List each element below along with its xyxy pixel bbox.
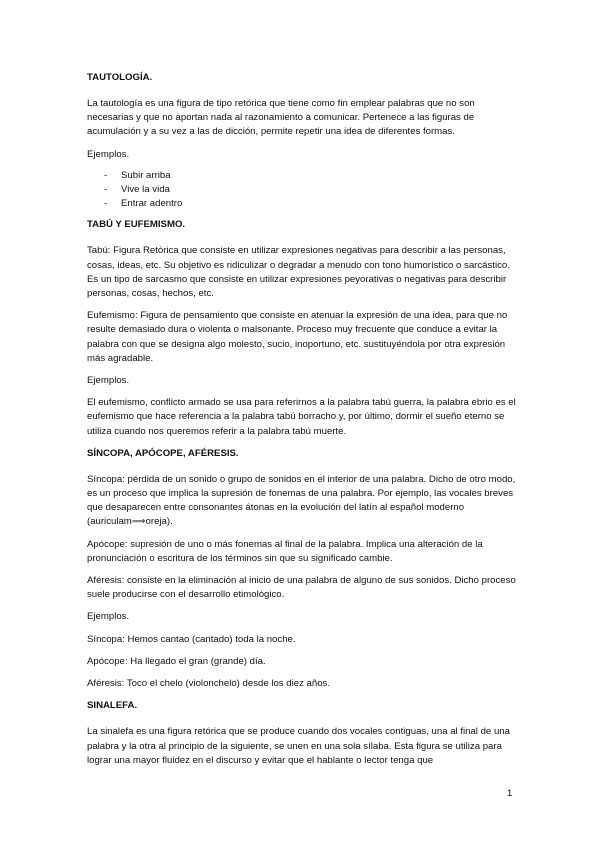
paragraph-eufemismo-examples: El eufemismo, conflicto armado se usa para referirnos a la palabra tabú guerra, la palabra ebrio es el eufemismo que hace referencia a la palabra tabú borracho y, por último, dormir el sueño eterno se utiliza cuando nos queremos referir a la palabra tabú muerte. (87, 397, 516, 437)
examples-label: Ejemplos. (87, 148, 130, 160)
example-list (87, 169, 517, 212)
paragraph-apocope: Apócope: supresión de uno o más fonemas al final de la palabra. Implica una alteración de la pronunciación o escritura de los términos sin que su significado cambie. (87, 538, 483, 564)
examples-label: Ejemplos. (87, 375, 130, 387)
list-item: - Vive la vida (87, 183, 517, 197)
paragraph-eufemismo: Eufemismo: Figura de pensamiento que consiste en atenuar la expresión de una idea, para que no resulte demasiado dura o violenta o malsonante. Proceso muy frecuente que conduce a evitar la palabra con que se designa algo molesto, sucio, inoportuno, etc. sustituyéndola por otra expresión más agradable. (87, 310, 508, 364)
heading-tabu: TABÚ Y EUFEMISMO. (87, 219, 186, 231)
heading-tautologia: TAUTOLOGÍA. (87, 72, 153, 83)
paragraph-sinalefa: La sinalefa es una figura retórica que se produce cuando dos vocales contiguas, una al final de una palabra y la otra al principio de la siguiente, se unen en una sola sílaba. Esta figura se utiliza para lograr una mayor fluidez en el discurso y evitar que el hablante o lector tenga que (87, 726, 510, 766)
example-aferesis: Aféresis: Toco el chelo (violonchelo) desde los diez años. (87, 678, 331, 690)
page-content (87, 71, 517, 776)
example-apocope: Apócope: Ha llegado el gran (grande) día. (87, 655, 266, 667)
paragraph-tautologia: La tautología es una figura de tipo retórica que tiene como fin emplear palabras que no son necesarias y que no aportan nada al razonamiento a comunicar. Pertenece a las figuras de acumulación y a su vez a las de dicción, permite repetir una idea de diferentes formas. (87, 98, 475, 138)
heading-sinalefa: SINALEFA. (87, 700, 138, 712)
list-item: - Subir arriba (87, 169, 517, 183)
example-sincopa: Síncopa: Hemos cantao (cantado) toda la noche. (87, 633, 296, 645)
paragraph-tabu: Tabú: Figura Retórica que consiste en utilizar expresiones negativas para describir a las personas, cosas, ideas, etc. Su objetivo es ridiculizar o degradar a menudo con tono humorístico o sarcástico. Es un tipo de sarcasmo que consiste en utilizar expresiones peyorativas o negativas para describir personas, cosas, hechos, etc. (87, 245, 510, 300)
heading-sincopa: SÍNCOPA, APÓCOPE, AFÉRESIS. (87, 447, 239, 459)
page-number: 1 (507, 788, 513, 799)
list-item: - Entrar adentro (87, 197, 517, 211)
paragraph-aferesis: Aféresis: consiste en la eliminación al inicio de una palabra de alguno de sus sonidos. Dicho proceso suele producirse con el desarrollo etimológico. (87, 575, 516, 601)
paragraph-sincopa: Síncopa: pérdida de un sonido o grupo de sonidos en el interior de una palabra. Dicho de otro modo, es un proceso que implica la supresión de fonemas de una palabra. Por ejemplo, las vocales breves que desaparecen entre consonantes átonas en la evolución del latín al español moderno (auriculam⟹oreja). (87, 473, 516, 528)
examples-label: Ejemplos. (87, 611, 130, 623)
